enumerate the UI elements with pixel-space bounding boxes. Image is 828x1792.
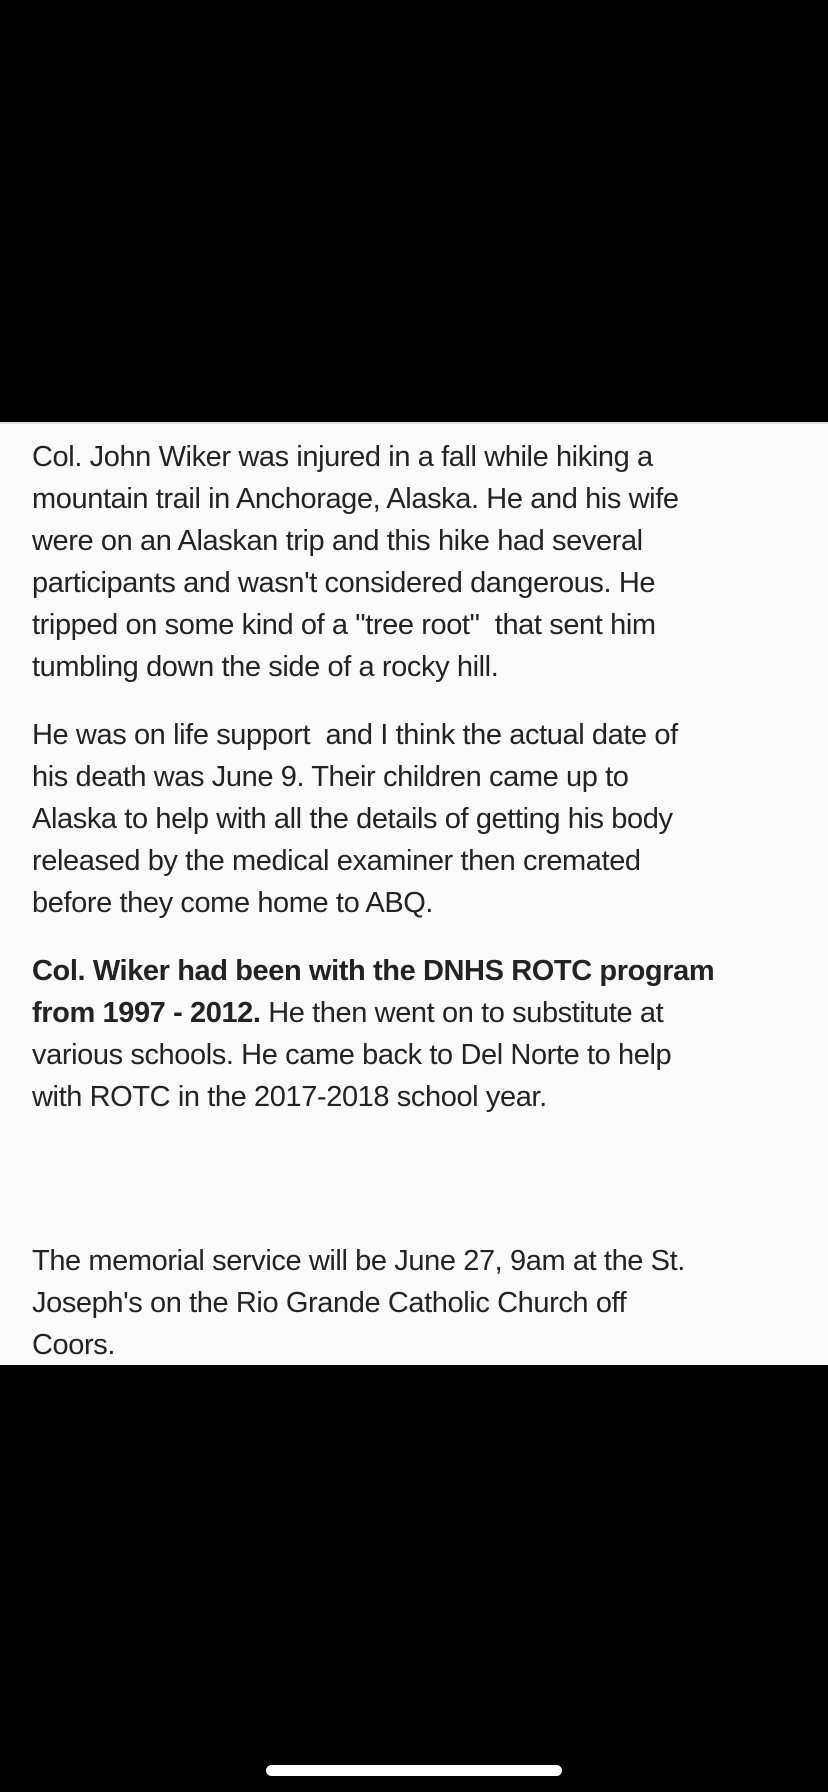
memorial-paragraph bbox=[32, 1240, 796, 1365]
text-run: mountain trail in Anchorage, Alaska. He and his wife bbox=[32, 483, 679, 515]
text-line bbox=[32, 562, 796, 604]
shared-text-image bbox=[0, 422, 828, 1365]
text-line bbox=[32, 478, 796, 520]
death-paragraph bbox=[32, 714, 796, 924]
text-line bbox=[32, 950, 796, 992]
text-run: before they come home to ABQ. bbox=[32, 887, 434, 919]
text-line bbox=[32, 1240, 796, 1282]
text-run: released by the medical examiner then cremated bbox=[32, 845, 641, 877]
text-line bbox=[32, 1282, 796, 1324]
text-run: tumbling down the side of a rocky hill. bbox=[32, 651, 499, 683]
text-run: He then went on to substitute at bbox=[260, 997, 664, 1029]
text-line bbox=[32, 646, 796, 688]
text-line bbox=[32, 714, 796, 756]
injury-paragraph bbox=[32, 436, 796, 688]
text-line bbox=[32, 436, 796, 478]
text-run: various schools. He came back to Del Norte to help bbox=[32, 1039, 672, 1071]
text-run: The memorial service will be June 27, 9am at the St. bbox=[32, 1245, 685, 1277]
text-run: Joseph's on the Rio Grande Catholic Church off bbox=[32, 1287, 627, 1319]
text-line bbox=[32, 992, 796, 1034]
letterbox-bottom bbox=[0, 1365, 828, 1792]
bold-text-run: Col. Wiker had been with the DNHS ROTC program bbox=[32, 955, 715, 987]
text-line bbox=[32, 882, 796, 924]
text-run: Alaska to help with all the details of getting his body bbox=[32, 803, 673, 835]
text-run: Coors. bbox=[32, 1329, 116, 1361]
text-line bbox=[32, 840, 796, 882]
text-line bbox=[32, 520, 796, 562]
home-indicator[interactable] bbox=[266, 1765, 562, 1776]
text-line bbox=[32, 1324, 796, 1365]
text-run: He was on life support and I think the actual date of bbox=[32, 719, 678, 751]
text-line bbox=[32, 798, 796, 840]
bold-text-run: from 1997 - 2012. bbox=[32, 997, 261, 1029]
text-run: his death was June 9. Their children came up to bbox=[32, 761, 629, 793]
text-line bbox=[32, 1034, 796, 1076]
text-line bbox=[32, 604, 796, 646]
text-run: tripped on some kind of a "tree root" that sent him bbox=[32, 609, 656, 641]
text-run: were on an Alaskan trip and this hike had several bbox=[32, 525, 643, 557]
text-line bbox=[32, 1076, 796, 1118]
rotc-paragraph bbox=[32, 950, 796, 1118]
text-run: with ROTC in the 2017-2018 school year. bbox=[32, 1081, 547, 1113]
text-line bbox=[32, 756, 796, 798]
text-run: participants and wasn't considered dangerous. He bbox=[32, 567, 656, 599]
obituary-text bbox=[32, 436, 796, 1365]
letterbox-top bbox=[0, 0, 828, 422]
text-run: Col. John Wiker was injured in a fall while hiking a bbox=[32, 441, 653, 473]
